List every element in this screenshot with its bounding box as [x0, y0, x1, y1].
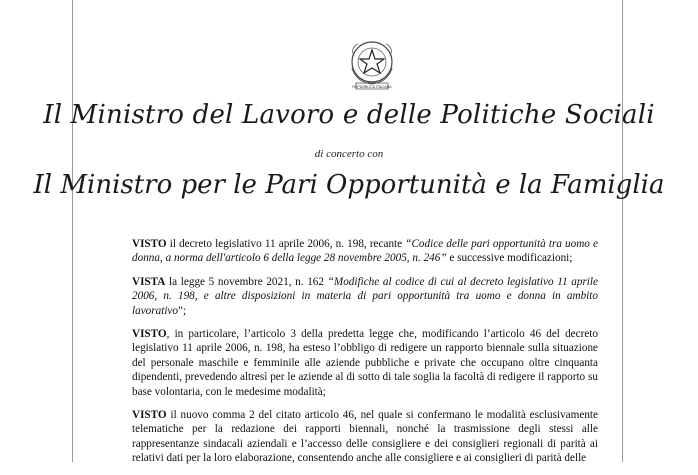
heading-ministry-family: Il Ministro per le Pari Opportunità e la Famiglia [33, 170, 665, 200]
paragraph-text: il decreto legislativo 11 aprile 2006, n. 198, recante [166, 238, 406, 250]
paragraph-vista-legge [132, 275, 598, 318]
paragraph-visto-decreto [132, 237, 598, 266]
paragraph-text: e successive modificazioni; [446, 252, 573, 265]
concert-line: di concerto con [314, 148, 384, 160]
italian-republic-emblem [346, 38, 398, 94]
page-border-left [72, 0, 73, 462]
page-border-right [622, 0, 623, 462]
citation-title: “Modifiche al codice di cui al decreto legislativo 11 aprile 2006, n. 198, e altre disposizioni in materia di pari opportunità tra uomo e donna in ambito lavorativo [132, 275, 598, 317]
citation-title: “Codice delle pari opportunità tra uomo e donna, a norma dell'articolo 6 della legge 28 novembre 2005, n. 246” [132, 238, 598, 265]
keyword: VISTO [132, 238, 167, 250]
emblem-label: REPUBBLICA ITALIANA [352, 85, 392, 89]
paragraph-text: ”; [178, 304, 187, 317]
paragraph-text: la legge 5 novembre 2021, n. 162 [165, 275, 328, 288]
keyword: VISTO [132, 328, 167, 341]
paragraph-visto-comma-2 [132, 408, 598, 466]
keyword: VISTO [132, 409, 167, 422]
heading-ministry-labour: Il Ministro del Lavoro e delle Politiche Sociali [43, 100, 655, 130]
document-body [132, 237, 598, 475]
paragraph-text: , in particolare, l’articolo 3 della predetta legge che, modificando l’articolo 46 del decreto legislativo 11 aprile 2006, n. 198, ha esteso l’obbligo di redigere un rapporto biennale sulla situazione del personale maschile e femminile alle aziende pubbliche e private che occupano oltre cinquanta dipendenti, prevedendo altresì per le aziende al di sotto di tale soglia la facoltà di redigere il rapporto su base volontaria, con le medesime modalità; [132, 328, 598, 398]
paragraph-text: il nuovo comma 2 del citato articolo 46, nel quale si confermano le modalità esclusivamente telematiche per la redazione dei rapporti biennali, nonché la trasmissione degli stessi alle rappresentanze sindacali aziendali e l’accesso delle consigliere e dei consiglieri regionali di parità ai relativi dati per la loro elaborazione, consentendo anche alle consigliere e ai consiglieri di parità delle [132, 409, 598, 465]
keyword: VISTA [132, 275, 166, 288]
paragraph-visto-articolo-3 [132, 327, 598, 399]
